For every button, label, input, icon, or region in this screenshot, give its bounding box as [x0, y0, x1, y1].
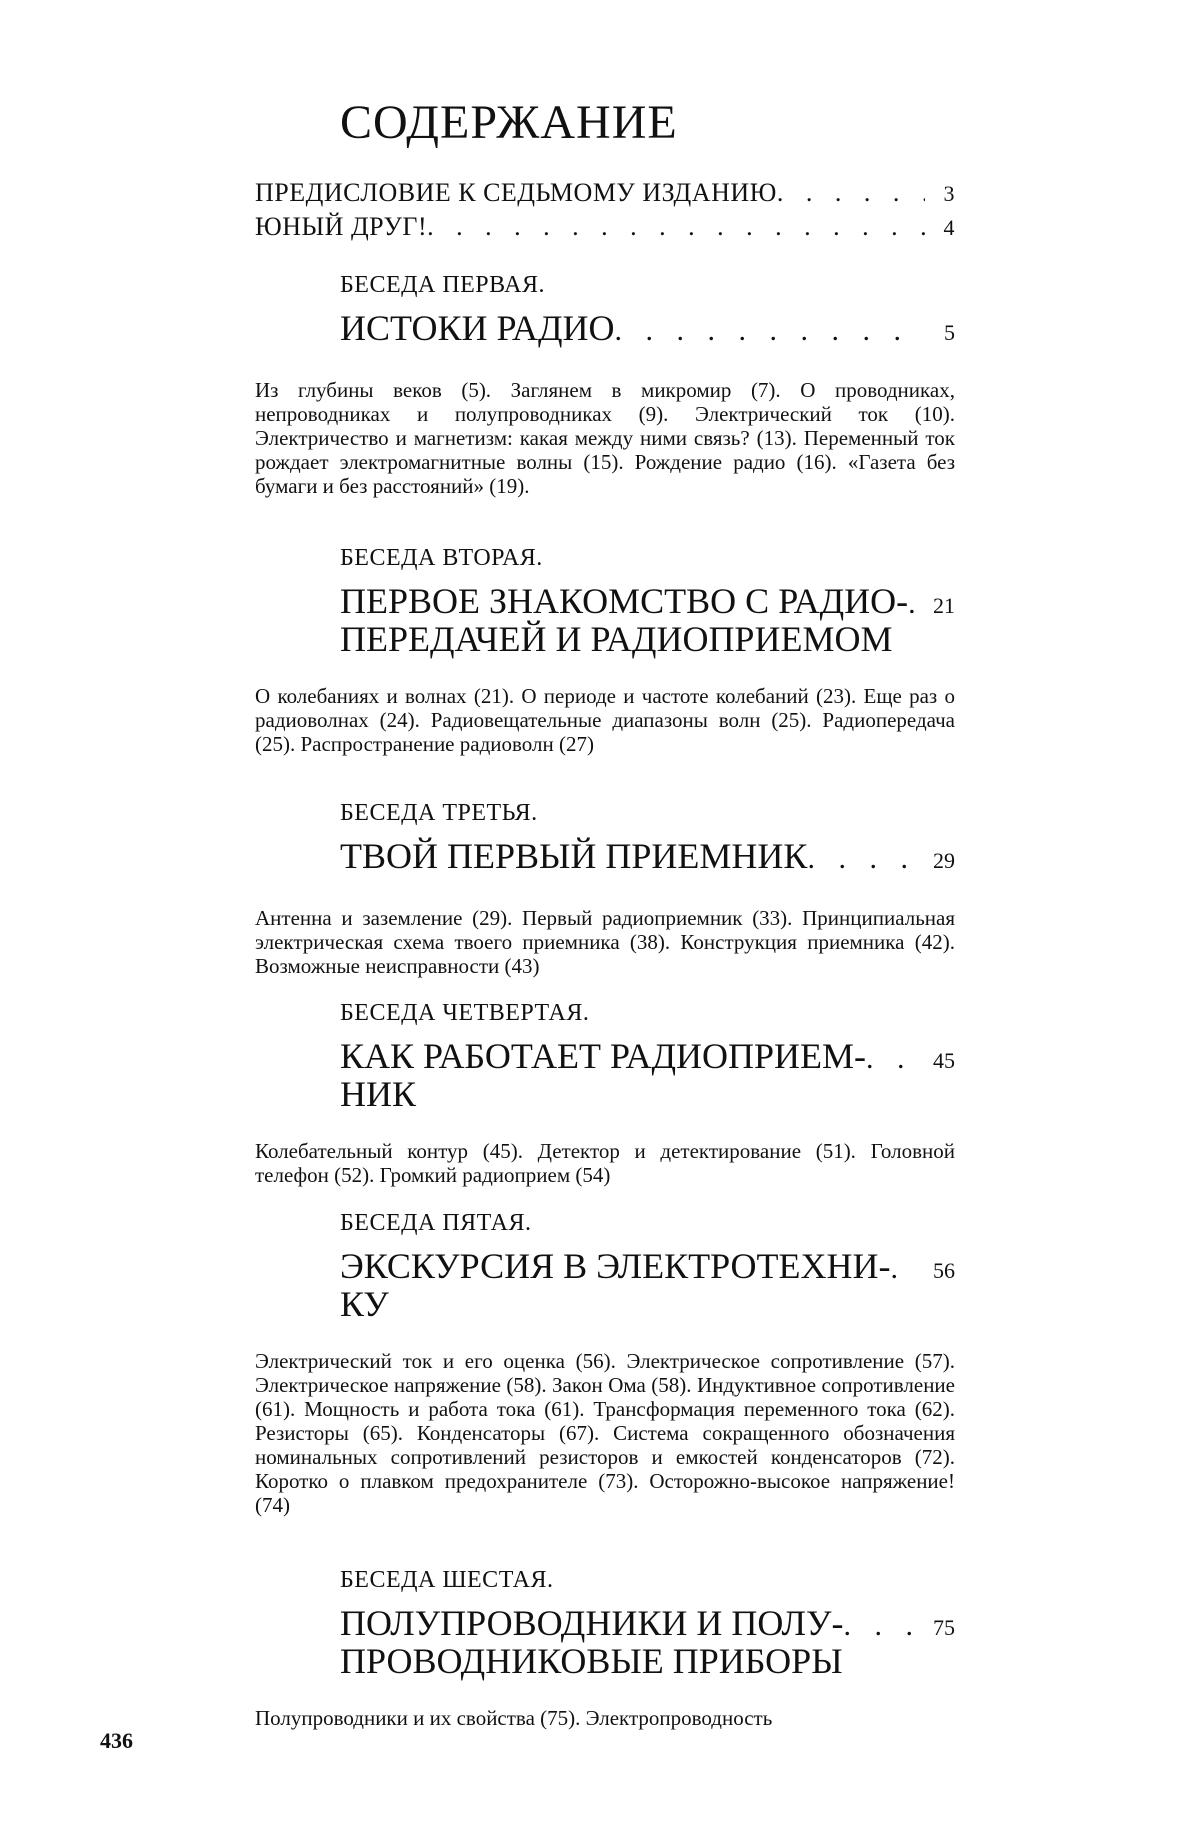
- talk-page: 5: [944, 320, 955, 345]
- talk-page: 56: [933, 1258, 955, 1283]
- talk-title: ТВОЙ ПЕРВЫЙ ПРИЕМНИК: [340, 836, 808, 876]
- talk-title: ПОЛУПРОВОДНИКИ И ПОЛУ- ПРОВОДНИКОВЫЕ ПРИБОРЫ: [340, 1603, 844, 1681]
- toc-entry-young-friend: [255, 212, 955, 242]
- dot-leader: [866, 1040, 915, 1078]
- talk-1: [255, 272, 955, 498]
- talk-topics: О колебаниях и волнах (21). О периоде и частоте колебаний (23). Еще раз о радиоволнах (24). Радиовещательные диапазоны волн (25). Радиопередача (25). Распространение радиоволн (27): [255, 684, 955, 756]
- talk-title-row: [340, 837, 955, 880]
- dot-leader: [615, 312, 916, 350]
- page-number: 436: [100, 1728, 133, 1753]
- talk-title-row: [340, 1604, 955, 1680]
- talk-title-row: [340, 1037, 955, 1113]
- talk-heading: БЕСЕДА ТРЕТЬЯ.: [340, 800, 538, 826]
- toc-entry-page: 3: [943, 181, 955, 206]
- toc-entry-label: ПРЕДИСЛОВИЕ К СЕДЬМОМУ ИЗДАНИЮ: [255, 178, 777, 207]
- talk-page: 29: [933, 848, 955, 873]
- dot-leader: [908, 585, 915, 623]
- talk-title-row: [340, 582, 955, 658]
- talk-topics: Антенна и заземление (29). Первый радиоприемник (33). Принципиальная электрическая схема твоего приемника (38). Конструкция приемника (42). Возможные неисправности (43): [255, 906, 955, 978]
- talk-topics: Полупроводники и их свойства (75). Электропроводность: [255, 1706, 773, 1730]
- toc-entry-preface: [255, 178, 955, 208]
- toc-entry-page: 4: [943, 215, 955, 240]
- dot-leader: [807, 840, 915, 878]
- talk-title: КАК РАБОТАЕТ РАДИОПРИЕМ- НИК: [340, 1036, 867, 1114]
- talk-heading: БЕСЕДА ПЕРВАЯ.: [340, 272, 545, 298]
- toc-entry-label: ЮНЫЙ ДРУГ!: [255, 212, 428, 241]
- dot-leader: [843, 1607, 915, 1645]
- talk-heading: БЕСЕДА ЧЕТВЕРТАЯ.: [340, 1000, 590, 1026]
- talk-4: [255, 1000, 955, 1187]
- talk-2: [255, 545, 955, 756]
- talk-topics: Из глубины веков (5). Заглянем в микромир (7). О проводниках, непроводниках и полупроводниках (9). Электрический ток (10). Электричество и магнетизм: какая между ними связь? (13). Переменный ток рождает электромагнитные волны (15). Рождение радио (16). «Газета без бумаги и без расстояний» (19).: [255, 378, 955, 498]
- page-title: СОДЕРЖАНИЕ: [340, 96, 678, 149]
- dot-leader: [427, 212, 925, 242]
- talk-title: ПЕРВОЕ ЗНАКОМСТВО С РАДИО- ПЕРЕДАЧЕЙ И РАДИОПРИЕМОМ: [340, 581, 909, 659]
- talk-page: 45: [933, 1048, 955, 1073]
- talk-heading: БЕСЕДА ВТОРАЯ.: [340, 545, 543, 571]
- talk-topics: Электрический ток и его оценка (56). Электрическое сопротивление (57). Электрическое напряжение (58). Закон Ома (58). Индуктивное сопротивление (61). Мощность и работа тока (61). Трансформация переменного тока (62). Резисторы (65). Конденсаторы (67). Система сокращенного обозначения номинальных сопротивлений резисторов и емкостей конденсаторов (72). Коротко о плавком предохранителе (73). Осторожно-высокое напряжение! (74): [255, 1349, 955, 1517]
- talk-5: [255, 1210, 955, 1517]
- talk-title-row: [340, 1247, 955, 1323]
- talk-6: [255, 1567, 955, 1730]
- talk-topics: Колебательный контур (45). Детектор и детектирование (51). Головной телефон (52). Громкий радиоприем (54): [255, 1139, 955, 1187]
- talk-page: 21: [933, 593, 955, 618]
- talk-title: ЭКСКУРСИЯ В ЭЛЕКТРОТЕХНИ- КУ: [340, 1246, 891, 1324]
- talk-title-row: [340, 309, 955, 352]
- dot-leader: [891, 1250, 916, 1288]
- talk-3: [255, 800, 955, 978]
- talk-title: ИСТОКИ РАДИО: [340, 308, 615, 348]
- talk-heading: БЕСЕДА ШЕСТАЯ.: [340, 1567, 554, 1593]
- dot-leader: [777, 178, 925, 208]
- talk-page: 75: [933, 1615, 955, 1640]
- talk-heading: БЕСЕДА ПЯТАЯ.: [340, 1210, 532, 1236]
